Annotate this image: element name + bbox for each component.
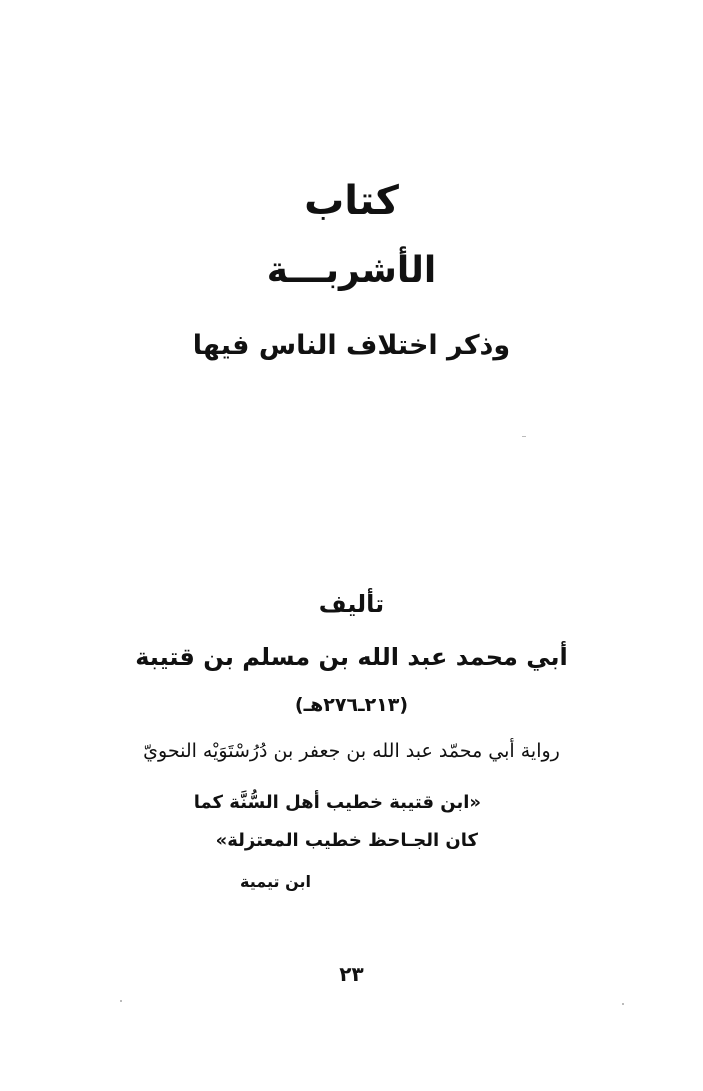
book-title-name: الأشربـــة [266, 250, 437, 291]
authorship-label: تأليف [318, 590, 385, 618]
book-title-word: كتاب [304, 178, 399, 224]
quote-line-1: «ابن قتيبة خطيب أهل السُّنَّة كما [193, 792, 481, 813]
author-dates: (٢١٣ـ٢٧٦هـ) [294, 694, 409, 716]
narration-line: رواية أبي محمّد عبد الله بن جعفر بن دُرُسْتَوَيْه النحويّ [143, 740, 560, 762]
scan-speck [522, 436, 526, 437]
quote-line-2: كان الجـاحظ خطيب المعتزلة» [215, 830, 478, 851]
scan-speck [120, 1000, 122, 1002]
quote-attribution: ابن تيمية [240, 872, 311, 891]
book-subtitle: وذكر اختلاف الناس فيها [192, 330, 511, 361]
scan-speck [622, 1003, 624, 1005]
page-number: ٢٣ [339, 962, 364, 986]
author-name: أبي محمد عبد الله بن مسلم بن قتيبة [135, 643, 568, 671]
